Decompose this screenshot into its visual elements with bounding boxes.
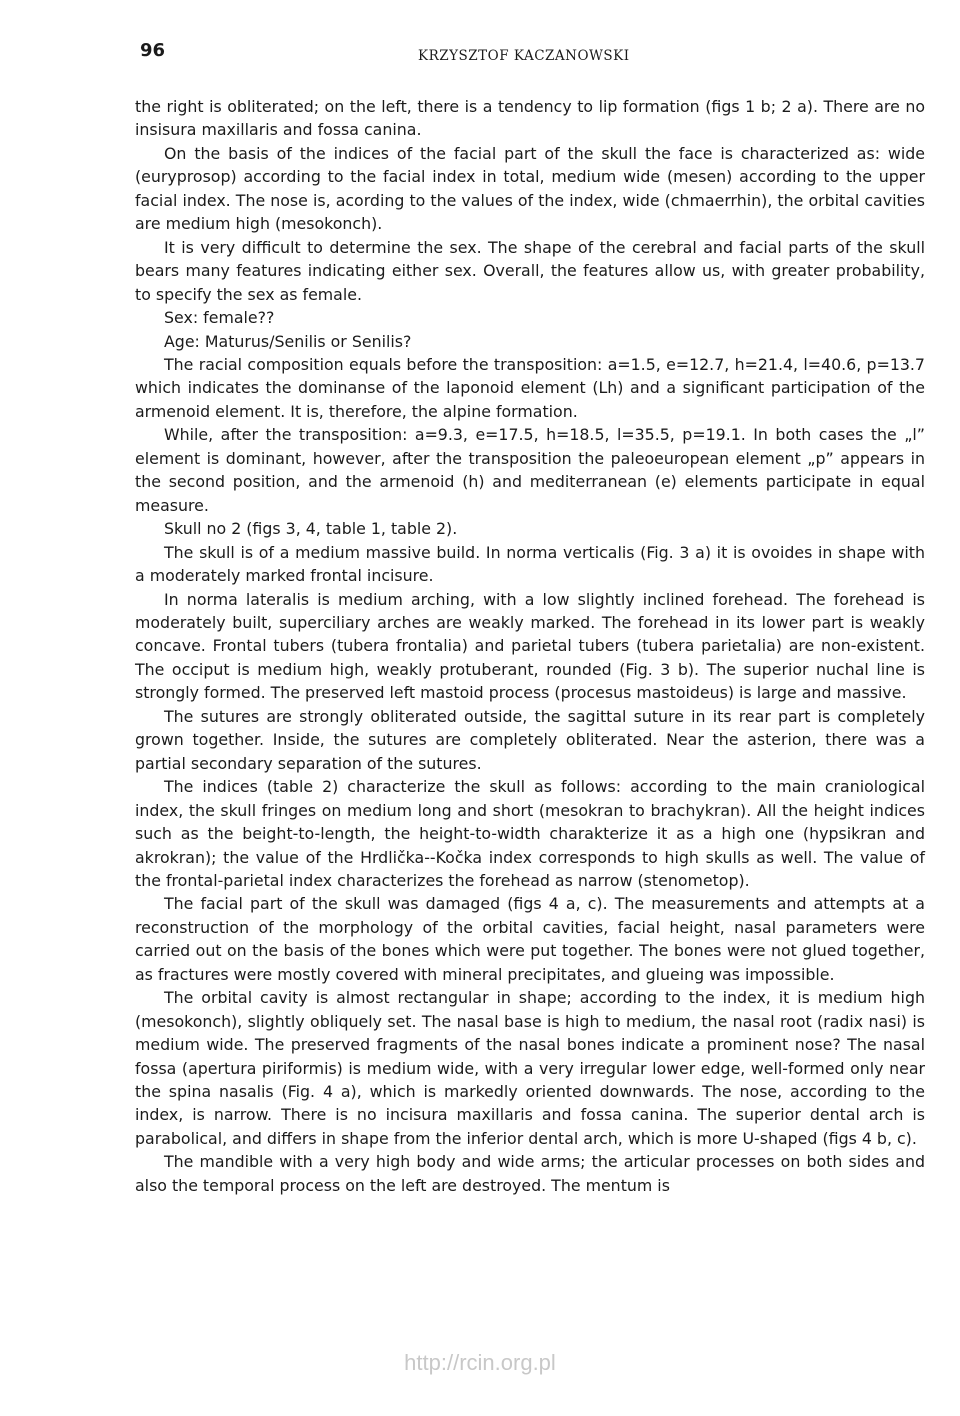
- paragraph: The indices (table 2) characterize the skull as follows: according to the main craniological index, the skull fringes on medium long and short (mesokran to brachykran). All the height indices such as the beight-to-length, the height-to-width charakterize it as a high one (hypsikran and akrokran); the value of the Hrdlička--Kočka index corresponds to high skulls as well. The value of the frontal-parietal index characterizes the forehead as narrow (stenometop).: [135, 777, 925, 890]
- paragraph: the right is obliterated; on the left, there is a tendency to lip formation (figs 1 b; 2 a). There are no insisura maxillaris and fossa canina.: [135, 97, 925, 140]
- paragraph: The skull is of a medium massive build. In norma verticalis (Fig. 3 a) it is ovoides in shape with a moderately marked frontal incisure.: [135, 542, 925, 586]
- body-text: [135, 95, 925, 1197]
- paragraph: Age: Maturus/Senilis or Senilis?: [164, 331, 412, 351]
- running-head-author: KRZYSZTOF KACZANOWSKI: [418, 48, 630, 64]
- paragraph: Sex: female??: [164, 308, 275, 328]
- paragraph: On the basis of the indices of the facial part of the skull the face is characterized as: wide (euryprosop) according to the facial index in total, medium wide (mesen) according to the upper facial index. The nose is, acording to the values of the index, wide (chmaerrhin), the orbital cavities are medium high (mesokonch).: [135, 143, 925, 234]
- paragraph: The orbital cavity is almost rectangular in shape; according to the index, it is medium high (mesokonch), slightly obliquely set. The nasal base is high to medium, the nasal root (radix nasi) is medium wide. The preserved fragments of the nasal bones indicate a prominent nose? The nasal fossa (apertura piriformis) is medium wide, with a very irregular lower edge, well-formed only near the spina nasalis (Fig. 4 a), which is markedly oriented downwards. The nose, according to the index, is narrow. There is no incisura maxillaris and fossa canina. The superior dental arch is parabolical, and differs in shape from the inferior dental arch, which is more U-shaped (figs 4 b, c).: [135, 988, 925, 1148]
- paragraph: While, after the transposition: a=9.3, e=17.5, h=18.5, l=35.5, p=19.1. In both cases the „l” element is dominant, however, after the transposition the paleoeuropean element „p” appears in the second position, and the armenoid (h) and mediterranean (e) elements participate in equal measure.: [135, 425, 925, 515]
- page-header: [140, 38, 925, 68]
- page-number: 96: [140, 40, 166, 61]
- paragraph: The racial composition equals before the transposition: a=1.5, e=12.7, h=21.4, l=40.6, p=13.7 which indicates the dominanse of the laponoid element (Lh) and a significant participation of the armenoid element. It is, therefore, the alpine formation.: [135, 354, 925, 421]
- paragraph: The sutures are strongly obliterated outside, the sagittal suture in its rear part is completely grown together. Inside, the sutures are completely obliterated. Near the asterion, there was a partial secondary separation of the sutures.: [135, 706, 925, 773]
- paragraph: In norma lateralis is medium arching, with a low slightly inclined forehead. The forehead is moderately built, superciliary arches are weakly marked. The forehead in its lower part is weakly concave. Frontal tubers (tubera frontalia) and parietal tubers (tubera parietalia) are non-existent. The occiput is medium high, weakly protuberant, rounded (Fig. 3 b). The superior nuchal line is strongly formed. The preserved left mastoid process (procesus mastoideus) is large and massive.: [135, 589, 925, 703]
- paragraph: It is very difficult to determine the sex. The shape of the cerebral and facial parts of the skull bears many features indicating either sex. Overall, the features allow us, with greater probability, to specify the sex as female.: [135, 237, 925, 304]
- paragraph: The mandible with a very high body and wide arms; the articular processes on both sides and also the temporal process on the left are destroyed. The mentum is: [135, 1152, 925, 1195]
- paragraph: The facial part of the skull was damaged (figs 4 a, c). The measurements and attempts at a reconstruction of the morphology of the orbital cavities, facial height, nasal parameters were carried out on the basis of the bones which were put together. The bones were not glued together, as fractures were mostly covered with mineral precipitates, and glueing was impossible.: [135, 894, 925, 984]
- paragraph: Skull no 2 (figs 3, 4, table 1, table 2).: [164, 519, 458, 539]
- watermark-url: http://rcin.org.pl: [404, 1350, 556, 1375]
